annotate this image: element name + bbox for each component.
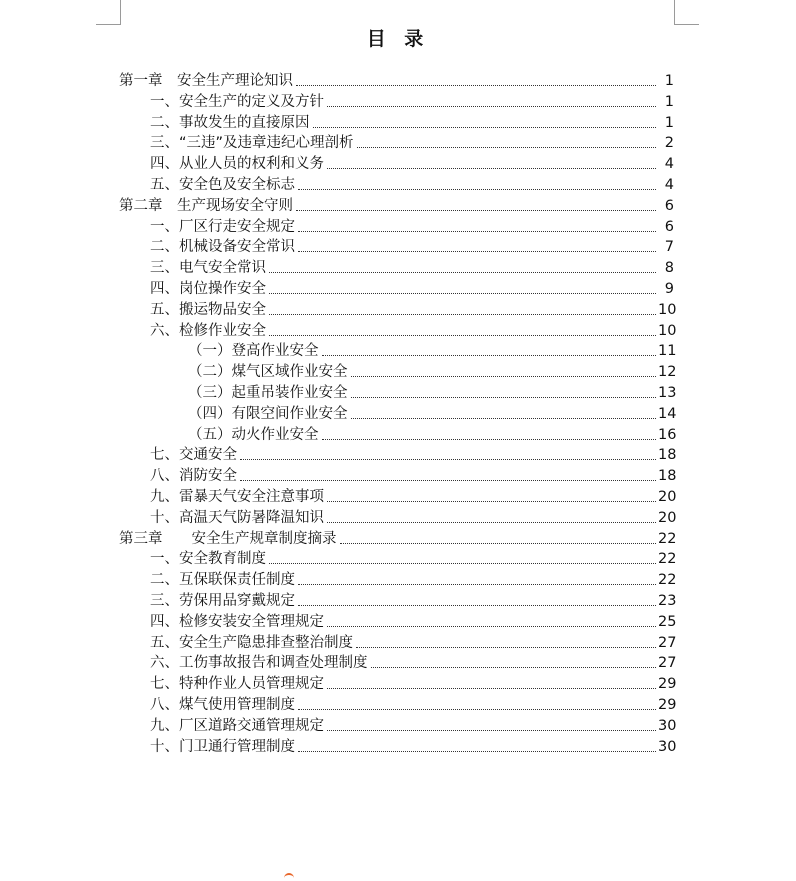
toc-entry-page: 18: [658, 468, 677, 485]
toc-entry-page: 11: [658, 343, 677, 360]
toc-entry-page: 1: [664, 114, 674, 131]
toc-entry[interactable]: [150, 611, 677, 631]
toc-entry-label: （二）煤气区域作业安全: [188, 364, 348, 381]
toc-entry-page: 4: [664, 177, 674, 193]
toc-entry-label: 十、门卫通行管理制度: [150, 738, 295, 755]
toc-entry-label: 八、消防安全: [150, 468, 237, 485]
toc-entry[interactable]: [119, 70, 674, 90]
toc-entry-label: （一）登高作业安全: [188, 343, 319, 360]
toc-entry[interactable]: [150, 320, 677, 340]
toc-entry[interactable]: [150, 91, 674, 111]
toc-entry-label: 九、雷暴天气安全注意事项: [150, 489, 324, 505]
toc-entry[interactable]: [150, 236, 674, 256]
toc-entry-label: 十、高温天气防暑降温知识: [150, 509, 324, 526]
toc-entry-label: （五）动火作业安全: [188, 426, 319, 443]
toc-entry-page: 30: [658, 717, 677, 734]
toc-entry-page: 2: [664, 135, 674, 152]
dot-leader: [269, 563, 656, 564]
toc-entry[interactable]: [188, 382, 677, 402]
toc-entry[interactable]: [150, 153, 674, 173]
toc-entry-page: 1: [664, 73, 674, 89]
dot-leader: [298, 251, 656, 252]
toc-entry[interactable]: [150, 278, 674, 298]
toc-entry-label: 第三章 安全生产规章制度摘录: [119, 530, 337, 547]
toc-entry-page: 16: [658, 426, 677, 443]
toc-entry-page: 10: [658, 301, 677, 318]
toc-entry[interactable]: [150, 694, 677, 714]
dot-leader: [269, 293, 656, 294]
toc-entry[interactable]: [188, 340, 677, 360]
toc-entry[interactable]: [150, 507, 677, 527]
toc-entry[interactable]: [150, 632, 677, 652]
toc-entry[interactable]: [150, 444, 677, 464]
toc-entry-label: 五、安全生产隐患排查整治制度: [150, 634, 353, 651]
toc-entry-label: 三、劳保用品穿戴规定: [150, 593, 295, 609]
toc-entry[interactable]: [150, 548, 677, 568]
toc-entry-page: 1: [664, 93, 674, 110]
toc-entry-page: 8: [664, 260, 674, 277]
toc-entry[interactable]: [150, 736, 677, 756]
dot-leader: [327, 626, 656, 627]
toc-entry-page: 29: [658, 697, 677, 713]
toc-entry-label: 二、事故发生的直接原因: [150, 114, 310, 131]
toc-entry-page: 20: [658, 489, 677, 505]
toc-entry-page: 22: [658, 551, 677, 568]
toc-entry[interactable]: [150, 673, 677, 693]
toc-entry-label: 四、岗位操作安全: [150, 281, 266, 297]
toc-entry-page: 25: [658, 613, 677, 630]
toc-entry-label: （三）起重吊装作业安全: [188, 385, 348, 401]
dot-leader: [351, 418, 657, 419]
toc-entry[interactable]: [150, 715, 677, 735]
toc-entry[interactable]: [150, 590, 677, 610]
toc-entry[interactable]: [150, 257, 674, 277]
toc-entry-label: 八、煤气使用管理制度: [150, 697, 295, 713]
toc-entry-page: 6: [664, 218, 674, 235]
dot-leader: [298, 584, 656, 585]
dot-leader: [327, 522, 656, 523]
toc-entry[interactable]: [150, 465, 677, 485]
toc-entry-label: 一、安全教育制度: [150, 551, 266, 568]
toc-entry-label: 六、工伤事故报告和调查处理制度: [150, 655, 368, 672]
dot-leader: [298, 189, 656, 190]
toc-entry-label: 七、特种作业人员管理规定: [150, 676, 324, 693]
toc-entry[interactable]: [150, 216, 674, 236]
toc-entry-label: 三、“三违”及违章违纪心理剖析: [150, 135, 354, 152]
dot-leader: [356, 647, 656, 648]
toc-entry-label: 二、互保联保责任制度: [150, 572, 295, 589]
dot-leader: [313, 127, 657, 128]
dot-leader: [327, 688, 656, 689]
toc-entry[interactable]: [150, 486, 677, 506]
dot-leader: [351, 397, 657, 398]
toc-entry[interactable]: [119, 195, 674, 215]
toc-entry-page: 30: [658, 738, 677, 755]
toc-entry-label: 四、从业人员的权利和义务: [150, 156, 324, 173]
dot-leader: [351, 376, 657, 377]
toc-entry-label: 一、安全生产的定义及方针: [150, 93, 324, 110]
toc-entry-label: 第一章 安全生产理论知识: [119, 73, 293, 89]
toc-entry-label: 二、机械设备安全常识: [150, 239, 295, 256]
toc-entry[interactable]: [119, 528, 677, 548]
toc-entry[interactable]: [150, 652, 677, 672]
dot-leader: [240, 459, 656, 460]
dot-leader: [327, 106, 656, 107]
toc-entry-page: 27: [658, 655, 677, 672]
toc-entry-page: 27: [658, 634, 677, 651]
toc-entry[interactable]: [150, 112, 674, 132]
toc-entry-page: 18: [658, 447, 677, 464]
toc-entry-label: 九、厂区道路交通管理规定: [150, 717, 324, 734]
dot-leader: [296, 85, 656, 86]
toc-entry-page: 23: [658, 593, 677, 609]
toc-entry-page: 29: [658, 676, 677, 693]
toc-entry-page: 9: [664, 281, 674, 297]
toc-entry[interactable]: [150, 174, 674, 194]
toc-entry-page: 7: [664, 239, 674, 256]
toc-entry-label: 三、电气安全常识: [150, 260, 266, 277]
dot-leader: [240, 480, 656, 481]
dot-leader: [269, 314, 656, 315]
dot-leader: [269, 335, 656, 336]
crop-mark-right: [674, 0, 699, 25]
dot-leader: [298, 751, 656, 752]
toc-entry-label: 五、搬运物品安全: [150, 301, 266, 318]
toc-entry[interactable]: [188, 403, 677, 423]
toc-entry-page: 6: [664, 197, 674, 214]
toc-entry[interactable]: [150, 569, 677, 589]
toc-entry-label: 五、安全色及安全标志: [150, 177, 295, 193]
toc-entry-label: 第二章 生产现场安全守则: [119, 197, 293, 214]
toc-entry-page: 14: [658, 405, 677, 422]
dot-leader: [357, 147, 656, 148]
dot-leader: [371, 667, 657, 668]
dot-leader: [298, 709, 656, 710]
dot-leader: [327, 501, 656, 502]
toc-entry-page: 12: [658, 364, 677, 381]
toc-entry-label: 六、检修作业安全: [150, 322, 266, 339]
toc-entry[interactable]: [188, 361, 677, 381]
toc-title: 目 录: [366, 28, 430, 50]
dot-leader: [327, 730, 656, 731]
dot-leader: [322, 439, 657, 440]
crop-mark-left: [96, 0, 121, 25]
toc-entry-label: 一、厂区行走安全规定: [150, 218, 295, 235]
toc-entry-page: 22: [658, 530, 677, 547]
toc-entry-label: 七、交通安全: [150, 447, 237, 464]
toc-entry-page: 22: [658, 572, 677, 589]
dot-leader: [298, 231, 656, 232]
dot-leader: [322, 355, 657, 356]
toc-entry-label: 四、检修安装安全管理规定: [150, 613, 324, 630]
dot-leader: [269, 272, 656, 273]
toc-entry[interactable]: [188, 424, 677, 444]
toc-entry-page: 13: [658, 385, 677, 401]
page-edge-mark: [284, 873, 294, 881]
dot-leader: [296, 210, 656, 211]
toc-entry-page: 4: [664, 156, 674, 173]
toc-entry[interactable]: [150, 299, 677, 319]
toc-entry-label: （四）有限空间作业安全: [188, 405, 348, 422]
toc-entry[interactable]: [150, 132, 674, 152]
dot-leader: [340, 543, 657, 544]
toc-entry-page: 10: [658, 322, 677, 339]
dot-leader: [298, 605, 656, 606]
dot-leader: [327, 168, 656, 169]
toc-entry-page: 20: [658, 509, 677, 526]
